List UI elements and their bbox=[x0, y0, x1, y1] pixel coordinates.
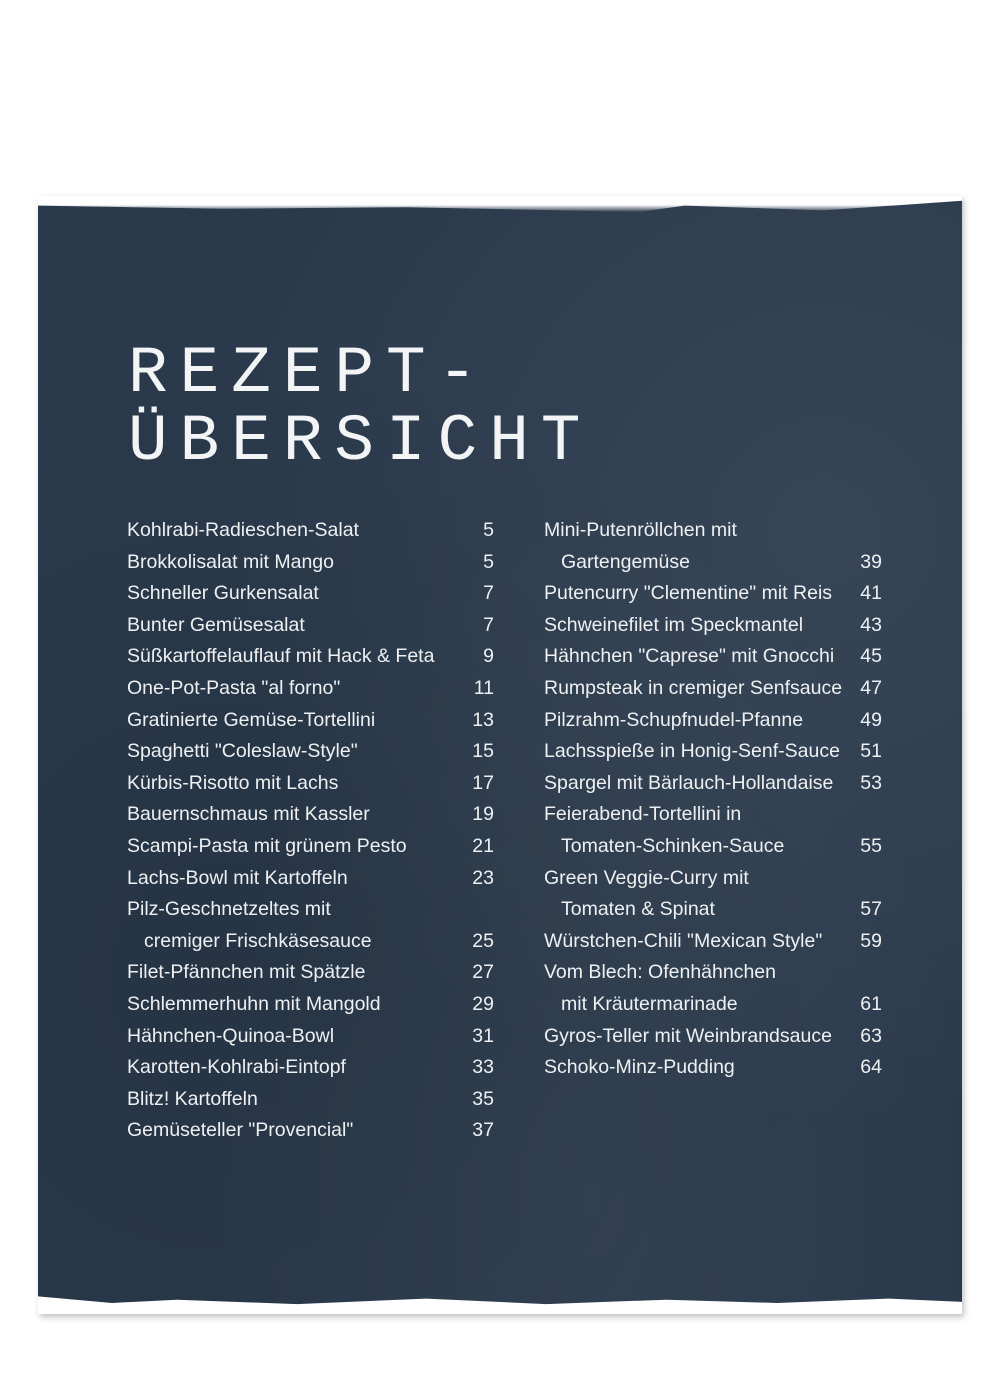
toc-entry-title: Schoko-Minz-Pudding bbox=[544, 1056, 735, 1079]
toc-entry bbox=[127, 799, 494, 831]
toc-entry bbox=[544, 957, 882, 989]
toc-entry-title: One-Pot-Pasta "al forno" bbox=[127, 676, 341, 699]
toc-entry bbox=[127, 610, 494, 642]
toc-entry bbox=[127, 1021, 494, 1053]
toc-entry bbox=[544, 673, 882, 705]
toc-entry-title: Karotten-Kohlrabi-Eintopf bbox=[127, 1056, 346, 1079]
torn-edge-top bbox=[38, 196, 962, 212]
toc-entry bbox=[544, 799, 882, 831]
toc-entry-title: Spargel mit Bärlauch-Hollandaise bbox=[544, 771, 834, 794]
toc-entry bbox=[544, 736, 882, 768]
toc-entry-title: cremiger Frischkäsesauce bbox=[144, 929, 372, 952]
toc-entry-page-number: 33 bbox=[472, 1056, 494, 1079]
toc-entry-page-number: 49 bbox=[860, 708, 882, 731]
toc-entry-page-number: 7 bbox=[483, 613, 494, 636]
toc-entry-title: Brokkolisalat mit Mango bbox=[127, 550, 334, 573]
toc-entry-page-number: 19 bbox=[472, 803, 494, 826]
toc-entry-title: Gyros-Teller mit Weinbrandsauce bbox=[544, 1024, 832, 1047]
toc-entry bbox=[127, 926, 494, 958]
toc-entry-page-number: 55 bbox=[860, 834, 882, 857]
toc-entry-title: Mini-Putenröllchen mit bbox=[544, 519, 737, 541]
toc-entry bbox=[127, 1052, 494, 1084]
toc-entry-page-number: 61 bbox=[860, 992, 882, 1015]
toc-entry bbox=[544, 547, 882, 579]
toc-entry-title: Bauernschmaus mit Kassler bbox=[127, 803, 370, 826]
toc-entry-title: Feierabend-Tortellini in bbox=[544, 803, 742, 826]
toc-entry-page-number: 37 bbox=[472, 1119, 494, 1142]
page-title bbox=[128, 336, 593, 479]
toc-entry-page-number: 25 bbox=[472, 929, 494, 952]
toc-entry-page-number: 64 bbox=[860, 1056, 882, 1079]
toc-entry-page-number: 21 bbox=[472, 834, 494, 857]
toc-entry-title: Pilzrahm-Schupfnudel-Pfanne bbox=[544, 708, 804, 731]
toc-entry-page-number: 57 bbox=[860, 898, 882, 921]
toc-entry-page-number: 51 bbox=[860, 740, 882, 763]
toc-entry bbox=[127, 673, 494, 705]
toc-entry bbox=[127, 1084, 494, 1116]
toc-entry bbox=[127, 641, 494, 673]
toc-entry-title: Rumpsteak in cremiger Senfsauce bbox=[544, 676, 843, 699]
toc-entry-page-number: 13 bbox=[472, 708, 494, 731]
toc-entry-title: Schlemmerhuhn mit Mangold bbox=[127, 992, 381, 1015]
toc-entry-title: Gratinierte Gemüse-Tortellini bbox=[127, 708, 376, 731]
recipe-index-left-column bbox=[127, 515, 494, 1147]
toc-entry-page-number: 35 bbox=[472, 1087, 494, 1110]
toc-entry-title: Kürbis-Risotto mit Lachs bbox=[127, 771, 339, 794]
toc-entry-page-number: 29 bbox=[472, 992, 494, 1015]
toc-entry-title: Hähnchen-Quinoa-Bowl bbox=[127, 1024, 335, 1047]
toc-entry-title: Green Veggie-Curry mit bbox=[544, 866, 749, 889]
toc-entry bbox=[544, 863, 882, 895]
toc-entry-page-number: 9 bbox=[483, 645, 494, 668]
toc-entry-page-number: 43 bbox=[860, 613, 882, 636]
toc-entry-title: Vom Blech: Ofenhähnchen bbox=[544, 961, 776, 984]
toc-entry-title: mit Kräutermarinade bbox=[561, 992, 738, 1015]
toc-entry-page-number: 7 bbox=[483, 582, 494, 605]
toc-entry bbox=[127, 705, 494, 737]
toc-entry bbox=[127, 863, 494, 895]
toc-entry-title: Gartengemüse bbox=[561, 550, 690, 573]
toc-entry bbox=[127, 957, 494, 989]
toc-entry bbox=[544, 1052, 882, 1084]
toc-entry bbox=[544, 831, 882, 863]
toc-entry-page-number: 45 bbox=[860, 645, 882, 668]
toc-entry-title: Schneller Gurkensalat bbox=[127, 582, 319, 605]
toc-entry-title: Bunter Gemüsesalat bbox=[127, 613, 305, 636]
toc-entry-page-number: 39 bbox=[860, 550, 882, 573]
toc-entry-page-number: 5 bbox=[483, 519, 494, 541]
toc-entry-page-number: 31 bbox=[472, 1024, 494, 1047]
toc-entry-page-number: 47 bbox=[860, 676, 882, 699]
toc-entry bbox=[127, 768, 494, 800]
toc-entry-title: Tomaten-Schinken-Sauce bbox=[561, 834, 785, 857]
toc-entry-page-number: 5 bbox=[483, 550, 494, 573]
toc-entry-page-number: 15 bbox=[472, 740, 494, 763]
toc-entry bbox=[127, 894, 494, 926]
toc-entry-title: Putencurry "Clementine" mit Reis bbox=[544, 582, 833, 605]
toc-entry-title: Scampi-Pasta mit grünem Pesto bbox=[127, 834, 407, 857]
toc-entry bbox=[544, 515, 882, 547]
toc-entry-title: Kohlrabi-Radieschen-Salat bbox=[127, 519, 359, 541]
toc-entry-title: Gemüseteller "Provencial" bbox=[127, 1119, 354, 1142]
toc-entry-title: Filet-Pfännchen mit Spätzle bbox=[127, 961, 366, 984]
toc-entry bbox=[127, 831, 494, 863]
toc-entry-page-number: 63 bbox=[860, 1024, 882, 1047]
toc-entry bbox=[127, 515, 494, 547]
toc-entry-page-number: 59 bbox=[860, 929, 882, 952]
toc-entry-page-number: 41 bbox=[860, 582, 882, 605]
toc-entry bbox=[544, 926, 882, 958]
toc-entry-title: Hähnchen "Caprese" mit Gnocchi bbox=[544, 645, 835, 668]
toc-entry-title: Tomaten & Spinat bbox=[561, 898, 715, 921]
toc-entry-title: Blitz! Kartoffeln bbox=[127, 1087, 258, 1110]
toc-entry-title: Pilz-Geschnetzeltes mit bbox=[127, 898, 331, 921]
toc-entry bbox=[544, 768, 882, 800]
toc-entry bbox=[544, 641, 882, 673]
toc-entry-title: Schweinefilet im Speckmantel bbox=[544, 613, 804, 636]
toc-entry bbox=[544, 705, 882, 737]
toc-entry bbox=[544, 894, 882, 926]
torn-edge-bottom bbox=[38, 1292, 962, 1314]
toc-entry-page-number: 27 bbox=[472, 961, 494, 984]
toc-entry-title: Lachs-Bowl mit Kartoffeln bbox=[127, 866, 348, 889]
recipe-index-right-column bbox=[544, 515, 882, 1084]
toc-entry bbox=[544, 1021, 882, 1053]
toc-entry bbox=[544, 578, 882, 610]
title-line-2: ÜBERSICHT bbox=[128, 404, 593, 479]
toc-entry bbox=[544, 610, 882, 642]
toc-entry bbox=[127, 1115, 494, 1147]
toc-entry-page-number: 11 bbox=[473, 676, 494, 699]
title-line-1: REZEPT- bbox=[128, 336, 490, 411]
toc-entry-page-number: 17 bbox=[472, 771, 494, 794]
toc-entry bbox=[127, 736, 494, 768]
toc-entry bbox=[127, 547, 494, 579]
toc-entry bbox=[544, 989, 882, 1021]
toc-entry-page-number: 53 bbox=[860, 771, 882, 794]
toc-entry-title: Würstchen-Chili "Mexican Style" bbox=[544, 929, 823, 952]
toc-entry-title: Spaghetti "Coleslaw-Style" bbox=[127, 740, 358, 763]
toc-entry-title: Lachsspieße in Honig-Senf-Sauce bbox=[544, 740, 840, 763]
toc-entry bbox=[127, 578, 494, 610]
toc-entry-title: Süßkartoffelauflauf mit Hack & Feta bbox=[127, 645, 435, 668]
toc-entry bbox=[127, 989, 494, 1021]
toc-entry-page-number: 23 bbox=[472, 866, 494, 889]
